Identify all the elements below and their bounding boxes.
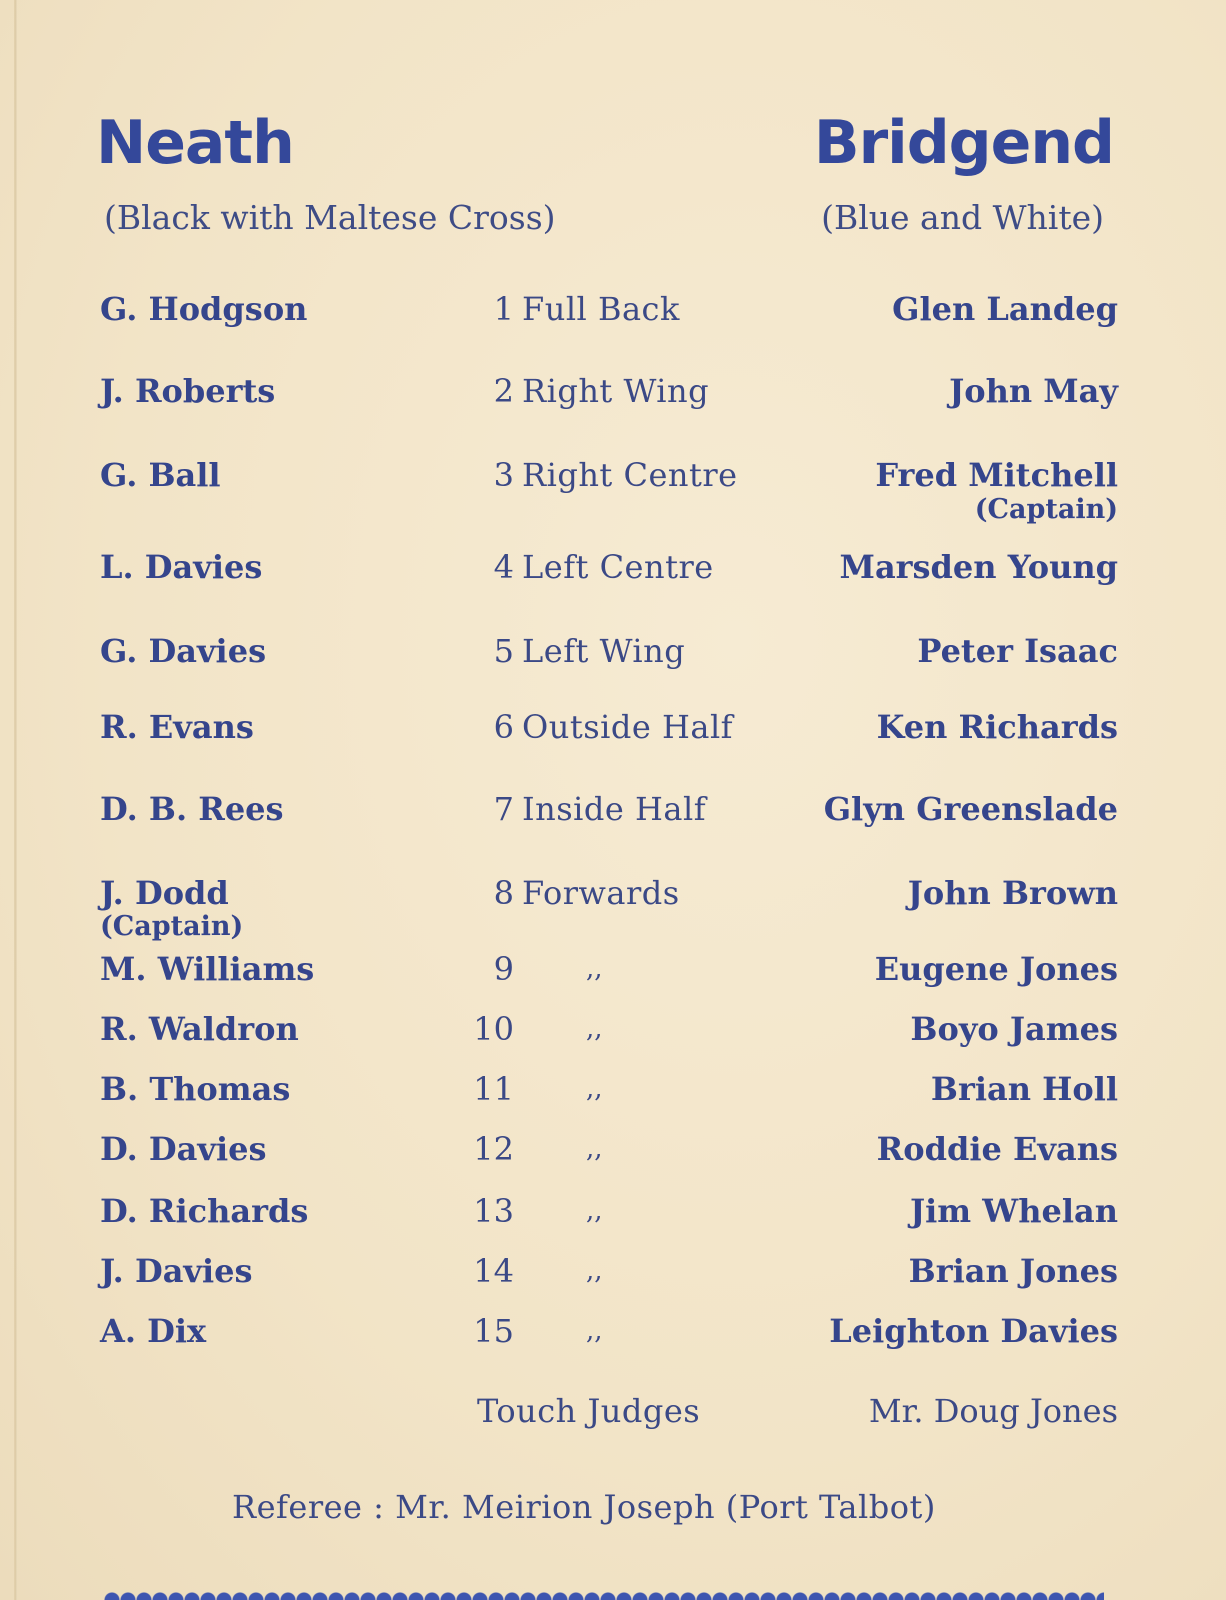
lineup-row [0,632,1226,672]
neath-player-name: G. Ball [100,456,221,494]
position-number: 14 [473,1252,514,1290]
neath-player-name: D. Richards [100,1192,309,1230]
lineup-row [0,874,1226,942]
away-team-colours: (Blue and White) [821,198,1104,237]
position-number: 13 [473,1192,514,1230]
lineup-row [0,1010,1226,1050]
position-label: Left Centre [522,548,714,586]
bridgend-player-name: Roddie Evans [876,1130,1118,1168]
position-label: Left Wing [522,632,686,670]
decorative-border [104,1584,1104,1600]
ditto-mark: ,, [586,1196,603,1226]
lineup-row [0,1252,1226,1292]
bridgend-player-name: John Brown [907,874,1118,912]
position-label: Inside Half [522,790,707,828]
touch-judge-bridgend: Mr. Doug Jones [868,1392,1118,1430]
position-label: Right Centre [522,456,738,494]
neath-player-name: R. Waldron [100,1010,299,1048]
lineup-row [0,372,1226,412]
bridgend-player-name: Boyo James [910,1010,1118,1048]
bridgend-player-name: Eugene Jones [874,950,1118,988]
home-team-title: Neath [96,108,294,178]
position-number: 8 [493,874,514,912]
position-number: 2 [493,372,514,410]
position-number: 9 [493,950,514,988]
lineup-row [0,790,1226,830]
neath-player-name: A. Dix [100,1312,207,1350]
position-number: 15 [473,1312,514,1350]
ditto-mark: ,, [586,1256,603,1286]
neath-player-name: L. Davies [100,548,263,586]
position-number: 3 [493,456,514,494]
away-team-title: Bridgend [813,108,1114,178]
ditto-mark: ,, [586,1014,603,1044]
lineup-row [0,950,1226,990]
position-label: Forwards [522,874,680,912]
position-number: 5 [493,632,514,670]
neath-player-name: J. Roberts [100,372,276,410]
position-number: 7 [493,790,514,828]
neath-captain-note: (Captain) [100,911,244,942]
position-number: 10 [473,1010,514,1048]
bridgend-player-name: Glen Landeg [892,290,1118,328]
ditto-mark: ,, [586,954,603,984]
lineup-row [0,1312,1226,1352]
ditto-mark: ,, [586,1316,603,1346]
lineup-row [0,548,1226,588]
bridgend-player-name: Peter Isaac [917,632,1118,670]
bridgend-player-name: Brian Jones [908,1252,1118,1290]
neath-player-name: J. Davies [100,1252,253,1290]
ditto-mark: ,, [586,1074,603,1104]
lineup-row [0,1130,1226,1170]
position-label: Outside Half [522,708,734,746]
neath-player-name: R. Evans [100,708,254,746]
position-number: 4 [493,548,514,586]
neath-player-name: G. Davies [100,632,267,670]
neath-player-name: J. Dodd [100,874,229,912]
lineup-row [0,1070,1226,1110]
position-label: Right Wing [522,372,710,410]
home-team-colours: (Black with Maltese Cross) [104,198,556,237]
neath-player-name: M. Williams [100,950,315,988]
lineup-row [0,1192,1226,1232]
bridgend-player-name: Marsden Young [839,548,1118,586]
touch-judges-row [0,1392,1226,1432]
touch-judges-label: Touch Judges [477,1392,701,1430]
position-number: 12 [473,1130,514,1168]
bridgend-captain-note: (Captain) [974,494,1118,525]
neath-player-name: D. B. Rees [100,790,284,828]
position-number: 1 [493,290,514,328]
bridgend-player-name: Leighton Davies [829,1312,1118,1350]
neath-player-name: D. Davies [100,1130,267,1168]
position-label: Full Back [522,290,680,328]
bridgend-player-name: John May [949,372,1118,410]
bridgend-player-name: Fred Mitchell [875,456,1118,494]
lineup-row [0,708,1226,748]
referee-line: Referee : Mr. Meirion Joseph (Port Talbot) [232,1488,936,1526]
position-number: 6 [493,708,514,746]
neath-player-name: G. Hodgson [100,290,308,328]
bridgend-player-name: Ken Richards [876,708,1118,746]
neath-player-name: B. Thomas [100,1070,291,1108]
bridgend-player-name: Glyn Greenslade [823,790,1118,828]
bridgend-player-name: Jim Whelan [909,1192,1118,1230]
bridgend-player-name: Brian Holl [930,1070,1118,1108]
ditto-mark: ,, [586,1134,603,1164]
lineup-row [0,290,1226,330]
position-number: 11 [473,1070,514,1108]
lineup-row [0,456,1226,525]
